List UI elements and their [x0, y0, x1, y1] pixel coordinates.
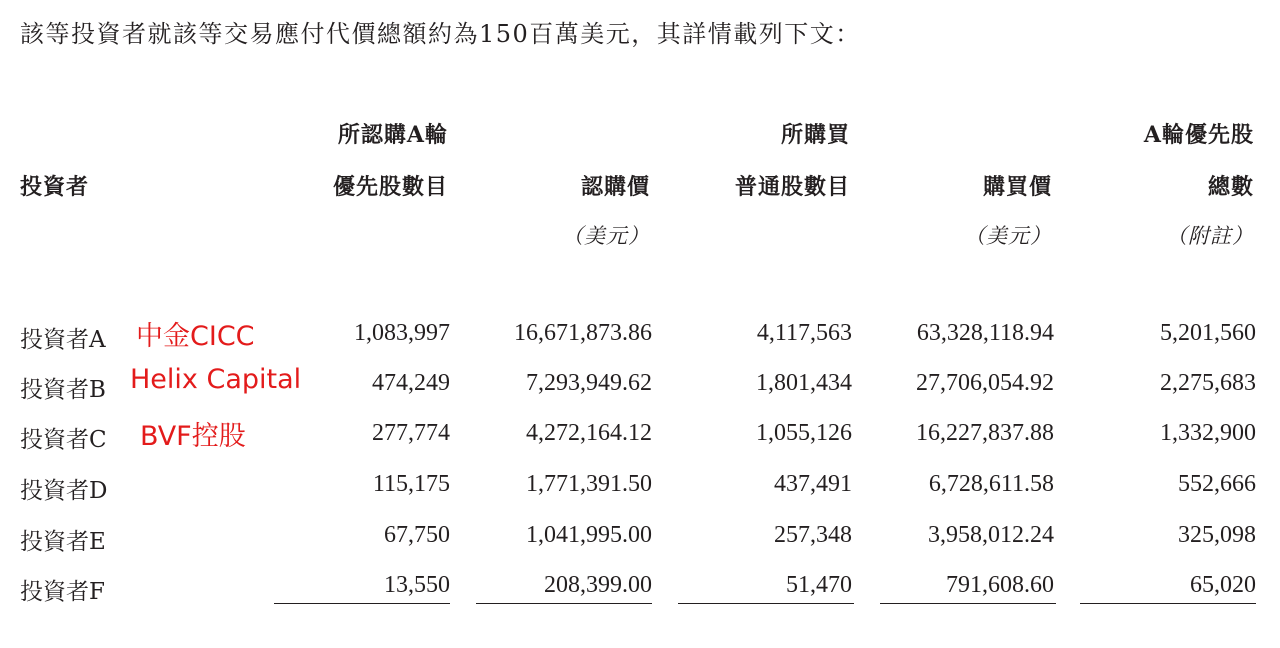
cell-common-shares: 1,801,434 — [756, 370, 852, 396]
header-a-shares-line1: 所認購A輪 — [337, 122, 448, 148]
cell-subscription-price: 16,671,873.86 — [514, 320, 652, 346]
header-investor: 投資者 — [20, 174, 90, 200]
cell-common-shares: 437,491 — [774, 471, 852, 497]
cell-common-shares: 257,348 — [774, 522, 852, 548]
cell-common-shares: 4,117,563 — [756, 320, 852, 346]
cell-purchase-price: 6,728,611.58 — [928, 471, 1054, 497]
cell-common-shares: 51,470 — [786, 572, 852, 598]
intro-paragraph: 該等投資者就該等交易應付代價總額約為150百萬美元，其詳情載列下文： — [20, 20, 861, 48]
investor-label: 投資者F — [20, 579, 105, 605]
cell-total-a-shares: 5,201,560 — [1160, 320, 1256, 346]
unit-note: （附註） — [1166, 224, 1254, 248]
investor-label: 投資者C — [20, 427, 107, 453]
investor-label: 投資者D — [20, 478, 108, 504]
cell-total-a-shares: 552,666 — [1178, 471, 1256, 497]
header-purchase-price: 購買價 — [982, 174, 1052, 200]
total-rule-2 — [476, 603, 652, 604]
investor-label: 投資者A — [20, 327, 106, 353]
cell-purchase-price: 27,706,054.92 — [916, 370, 1054, 396]
header-common-line1: 所購買 — [780, 122, 850, 148]
unit-usd-2: （美元） — [964, 224, 1052, 248]
investor-label: 投資者E — [20, 529, 106, 555]
header-total-line2: 總數 — [1207, 174, 1254, 200]
cell-a-shares: 277,774 — [372, 420, 450, 446]
cell-total-a-shares: 1,332,900 — [1160, 420, 1256, 446]
unit-usd-1: （美元） — [562, 224, 650, 248]
investor-label: 投資者B — [20, 377, 106, 403]
investor-annotation: BVF控股 — [140, 421, 246, 452]
cell-subscription-price: 1,041,995.00 — [526, 522, 652, 548]
cell-total-a-shares: 65,020 — [1190, 572, 1256, 598]
cell-total-a-shares: 2,275,683 — [1160, 370, 1256, 396]
cell-subscription-price: 7,293,949.62 — [526, 370, 652, 396]
cell-subscription-price: 208,399.00 — [544, 572, 652, 598]
cell-subscription-price: 4,272,164.12 — [526, 420, 652, 446]
cell-a-shares: 115,175 — [372, 471, 450, 497]
cell-a-shares: 13,550 — [384, 572, 450, 598]
cell-purchase-price: 63,328,118.94 — [916, 320, 1054, 346]
cell-a-shares: 474,249 — [372, 370, 450, 396]
cell-common-shares: 1,055,126 — [756, 420, 852, 446]
investor-annotation: Helix Capital — [130, 364, 302, 395]
cell-total-a-shares: 325,098 — [1178, 522, 1256, 548]
cell-subscription-price: 1,771,391.50 — [526, 471, 652, 497]
header-total-line1: A輪優先股 — [1143, 122, 1254, 148]
cell-a-shares: 1,083,997 — [354, 320, 450, 346]
investor-annotation: 中金CICC — [136, 321, 255, 352]
cell-purchase-price: 791,608.60 — [946, 572, 1054, 598]
header-common-line2: 普通股數目 — [734, 174, 850, 200]
header-subscription-price: 認購價 — [580, 174, 650, 200]
cell-purchase-price: 16,227,837.88 — [916, 420, 1054, 446]
total-rule-3 — [678, 603, 854, 604]
cell-a-shares: 67,750 — [384, 522, 450, 548]
total-rule-1 — [274, 603, 450, 604]
total-rule-4 — [880, 603, 1056, 604]
cell-purchase-price: 3,958,012.24 — [928, 522, 1054, 548]
header-a-shares-line2: 優先股數目 — [332, 174, 448, 200]
total-rule-5 — [1080, 603, 1256, 604]
